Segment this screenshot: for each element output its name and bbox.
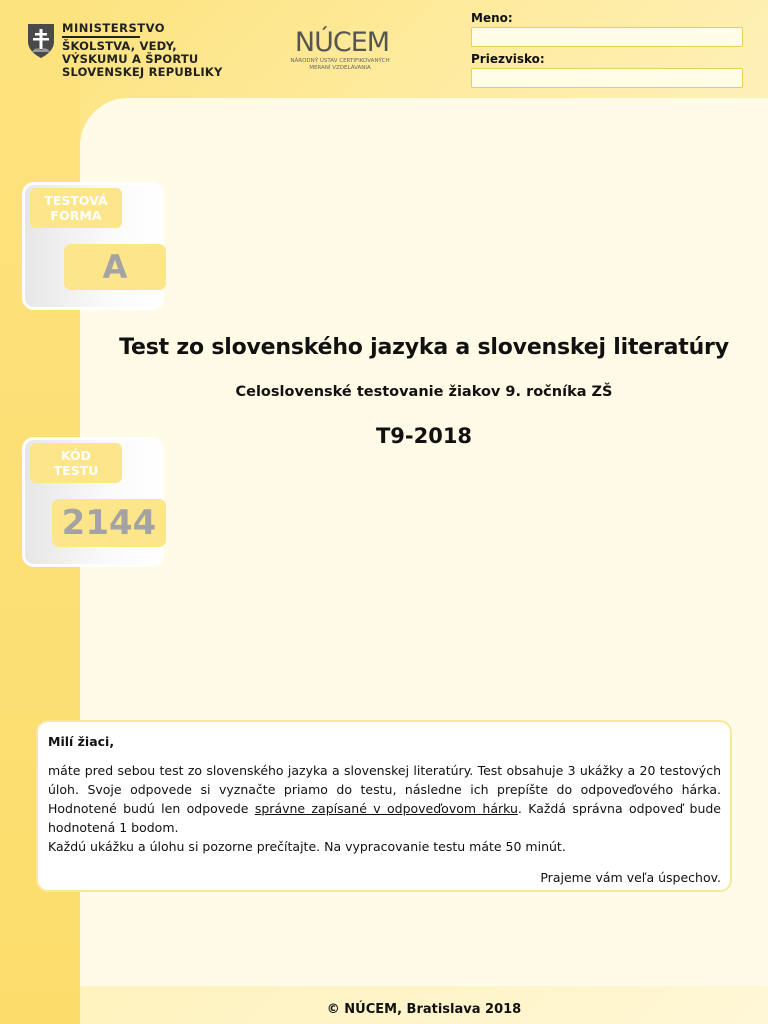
test-code-heading-line-1: KÓD — [60, 448, 92, 463]
ministry-line-1: MINISTERSTVO — [62, 21, 166, 35]
nucem-wordmark: NÚCEM — [294, 27, 390, 58]
instructions-underlined: správne zapísané v odpoveďovom hárku — [254, 801, 518, 816]
instructions-greeting: Milí žiaci, — [48, 734, 115, 749]
test-form-card — [22, 182, 164, 310]
test-code-card — [22, 437, 164, 567]
ministry-line-2: ŠKOLSTVA, VEDY, — [62, 38, 177, 53]
instructions-text-1: máte pred sebou test zo slovenského jazyka a slovenskej literatúry. Test obsahuje 3 ukážky a 20 testových úloh. Svoje odpovede si vyznačte priamo do testu, následne ich prepíšte do odpoveďového hárka. Hodnotené budú len odpovede — [48, 763, 721, 816]
ministry-rule — [62, 36, 140, 38]
ministry-name — [62, 22, 222, 79]
instructions-text-2: . Každá správna odpoveď bude hodnotená 1 bodom. — [48, 801, 721, 835]
ministry-logo — [26, 22, 222, 79]
instructions-closing: Prajeme vám veľa úspechov. — [540, 870, 721, 885]
footer-copyright: © NÚCEM, Bratislava 2018 — [326, 1002, 522, 1017]
test-form-heading-line-1: TESTOVÁ — [44, 193, 108, 208]
test-subtitle: Celoslovenské testovanie žiakov 9. ročníka ZŠ — [235, 384, 613, 400]
test-code-value: 2144 — [52, 499, 166, 547]
instructions-line-2: Každú ukážku a úlohu si pozorne prečítajte. Na vypracovanie testu máte 50 minút. — [48, 839, 566, 854]
test-code-heading-line-2: TESTU — [53, 463, 99, 478]
surname-label: Priezvisko: — [471, 52, 545, 66]
test-form-heading — [30, 188, 122, 228]
test-code-title: T9-2018 — [375, 424, 473, 448]
name-field[interactable] — [471, 27, 743, 47]
coat-of-arms-icon — [26, 22, 56, 60]
surname-field[interactable] — [471, 68, 743, 88]
instructions-box — [36, 720, 732, 892]
nucem-subtitle: NÁRODNÝ ÚSTAV CERTIFIKOVANÝCH MERANÍ VZDELÁVANIA — [290, 58, 390, 71]
ministry-line-4: SLOVENSKEJ REPUBLIKY — [62, 64, 223, 79]
instructions-paragraph — [48, 761, 721, 837]
test-form-value: A — [64, 244, 166, 290]
test-code-heading — [30, 443, 122, 483]
nucem-logo — [284, 28, 400, 72]
test-title: Test zo slovenského jazyka a slovenskej literatúry — [119, 335, 729, 360]
name-label: Meno: — [471, 11, 513, 25]
test-form-heading-line-2: FORMA — [50, 208, 102, 223]
ministry-line-3: VÝSKUMU A ŠPORTU — [62, 51, 199, 66]
